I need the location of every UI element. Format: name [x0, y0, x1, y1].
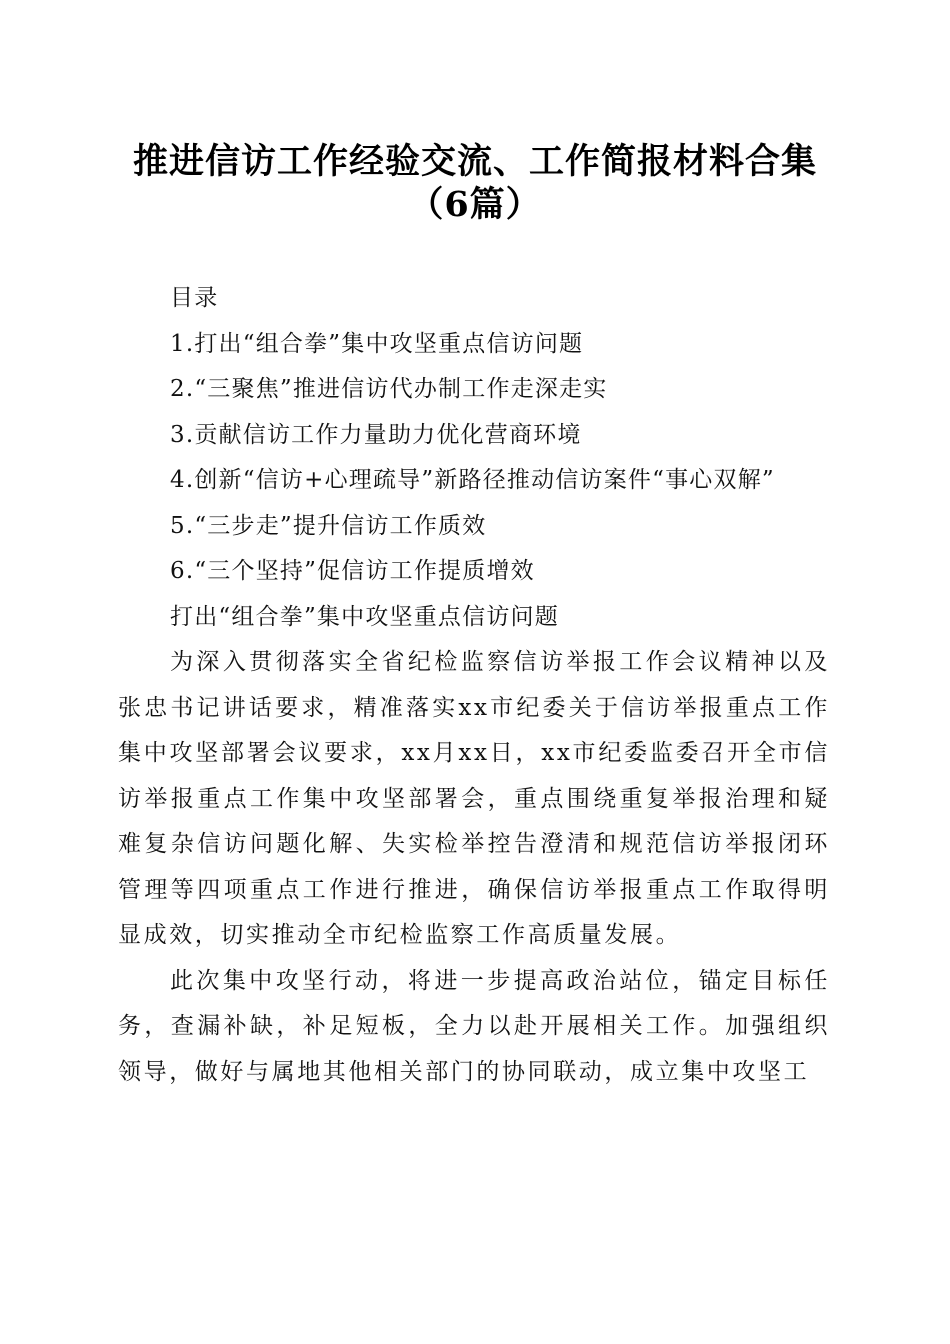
- toc-item-4: 4.创新“信访+心理疏导”新路径推动信访案件“事心双解”: [170, 467, 775, 493]
- toc-heading: 目录: [170, 285, 219, 311]
- toc-item-6: 6.“三个坚持”促信访工作提质增效: [170, 558, 535, 584]
- article-heading: 打出“组合拳”集中攻坚重点信访问题: [170, 603, 559, 630]
- document-title: 推进信访工作经验交流、工作简报材料合集: [132, 141, 817, 182]
- toc-item-5: 5.“三步走”提升信访工作质效: [170, 512, 487, 539]
- article-paragraph-2: 此次集中攻坚行动，将进一步提高政治站位，锚定目标任务，查漏补缺，补足短板，全力以赴开展相关工作。加强组织领导，做好与属地其他相关部门的协同联动，成立集中攻坚工: [118, 967, 830, 1085]
- toc-item-1: 1.打出“组合拳”集中攻坚重点信访问题: [170, 330, 584, 357]
- toc-item-2: 2.“三聚焦”推进信访代办制工作走深走实: [170, 376, 608, 402]
- document-body: [118, 276, 830, 1095]
- document-title-count: （6篇）: [408, 184, 542, 225]
- article-paragraph-1: 为深入贯彻落实全省纪检监察信访举报工作会议精神以及张忠书记讲话要求，精准落实xx市纪委关于信访举报重点工作集中攻坚部署会议要求，xx月xx日，xx市纪委监委召开全市信访举报重点工作集中攻坚部署会，重点围绕重复举报治理和疑难复杂信访问题化解、失实检举控告澄清和规范信访举报闭环管理等四项重点工作进行推进，确保信访举报重点工作取得明显成效，切实推动全市纪检监察工作高质量发展。: [118, 649, 830, 948]
- toc-item-3: 3.贡献信访工作力量助力优化营商环境: [170, 421, 582, 448]
